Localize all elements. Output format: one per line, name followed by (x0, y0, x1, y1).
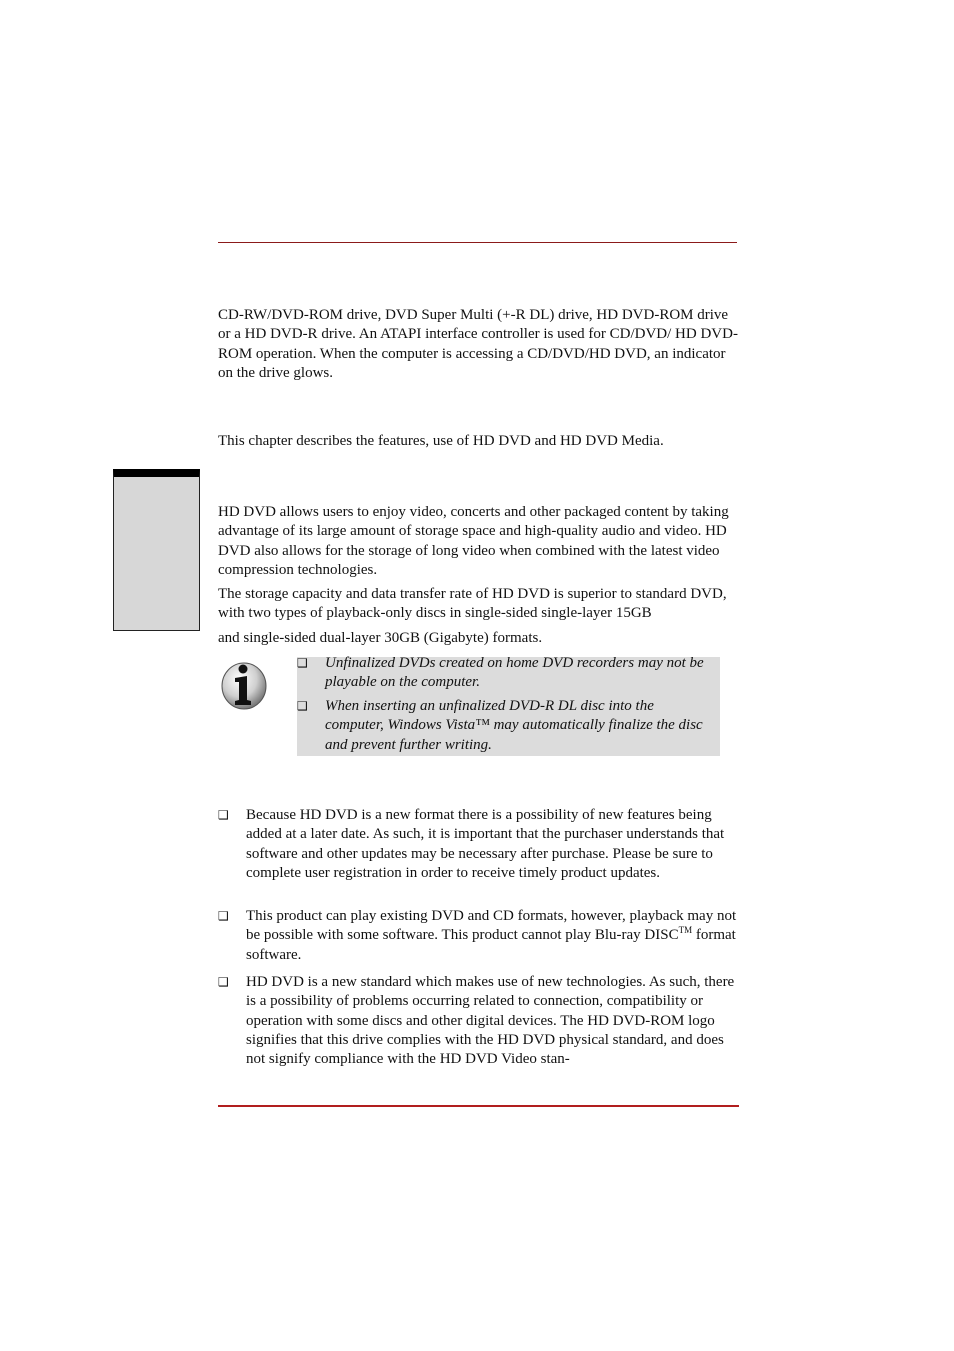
list-item-text: HD DVD is a new standard which makes use of new technologies. As such, there is a possibility of problems occurring related to connection, compatibility or operation with some discs and other digital devices. The HD DVD-ROM logo signifies that this drive complies with the HD DVD physical standard, and does not signify compliance with the HD DVD Video stan- (246, 974, 735, 1068)
list-item-text-main: This product can play existing DVD and CD formats, however, playback may not be possible with some software. This product cannot play Blu-ray DISC (246, 908, 737, 944)
chapter-description: This chapter describes the features, use of HD DVD and HD DVD Media. (218, 433, 664, 449)
checkbox-bullet-icon: ❑ (297, 656, 308, 670)
footer-rule (218, 1105, 739, 1107)
checkbox-bullet-icon: ❑ (297, 699, 308, 713)
chapter-tab (113, 469, 200, 631)
list-item-text-end: format software. (246, 927, 736, 963)
hd-dvd-paragraph: HD DVD allows users to enjoy video, concerts and other packaged content by taking advantage of its large amount of storage space and high-quality audio and video. HD DVD also allows for the storage of long video when combined with the latest video compression technologies. (218, 504, 729, 578)
checkbox-bullet-icon: ❑ (218, 909, 229, 923)
checkbox-bullet-icon: ❑ (218, 975, 229, 989)
note-text: When inserting an unfinalized DVD-R DL disc into the computer, Windows Vista™ may automatically finalize the disc and prevent further writing. (325, 698, 703, 753)
info-icon (220, 659, 268, 711)
intro-paragraph: CD-RW/DVD-ROM drive, DVD Super Multi (+-R DL) drive, HD DVD-ROM drive or a HD DVD-R drive. An ATAPI interface controller is used for CD/DVD/ HD DVD-ROM operation. When the computer is accessing a CD/DVD/HD DVD, an indicator on the drive glows. (218, 307, 738, 381)
storage-text-last-line: and single-sided dual-layer 30GB (Gigabyte) formats. (218, 629, 543, 646)
note-text: Unfinalized DVDs created on home DVD recorders may not be playable on the computer. (325, 655, 704, 691)
trademark-superscript: TM (678, 925, 693, 936)
checkbox-bullet-icon: ❑ (218, 808, 229, 822)
header-rule (218, 242, 737, 243)
list-item-text (246, 907, 738, 965)
storage-text: The storage capacity and data transfer rate of HD DVD is superior to standard DVD, with two types of playback-only discs in single-sided single-layer 15GB (218, 586, 727, 622)
list-item-text: Because HD DVD is a new format there is a possibility of new features being added at a later date. As such, it is important that the purchaser understands that software and other updates may be necessary after purchase. Please be sure to complete user registration in order to receive timely product updates. (246, 807, 725, 881)
storage-paragraph (218, 585, 738, 648)
